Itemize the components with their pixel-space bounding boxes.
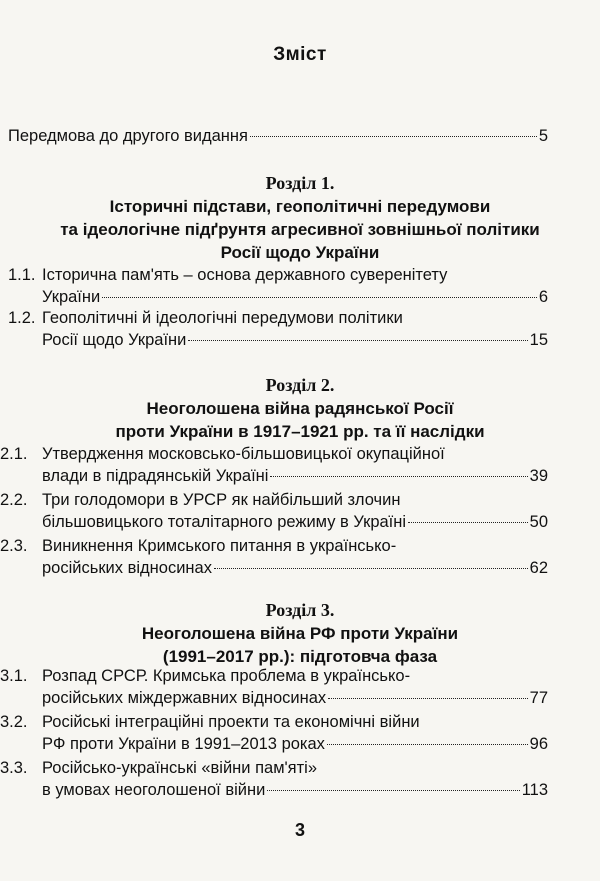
toc-entry-title: Виникнення Кримського питання в українсько- xyxy=(42,537,397,555)
toc-entry-number: 3.2. xyxy=(0,713,28,731)
toc-entry-2-1 xyxy=(42,467,548,486)
section-title-line: Історичні підстави, геополітичні передумови xyxy=(109,197,491,216)
dot-leader xyxy=(327,744,528,745)
toc-page-number: 5 xyxy=(538,127,548,145)
section-title-line: Неоголошена війна радянської Росії xyxy=(146,399,454,418)
section-title-line: та ідеологічне підґрунтя агресивної зовнішньої політики xyxy=(60,220,540,239)
toc-entry-title-cont: України xyxy=(42,288,101,306)
toc-page-number: 113 xyxy=(521,781,548,799)
toc-entry-number: 3.1. xyxy=(0,667,28,685)
toc-entry-number: 2.1. xyxy=(0,445,28,463)
toc-entry-title: Три голодомори в УРСР як найбільший злочин xyxy=(42,491,401,509)
toc-entry-title-cont: російських відносинах xyxy=(42,559,212,577)
dot-leader xyxy=(270,476,527,477)
dot-leader xyxy=(214,568,528,569)
toc-entry-2-3 xyxy=(42,559,548,578)
toc-page-number: 96 xyxy=(529,735,548,753)
toc-entry-title: Геополітичні й ідеологічні передумови політики xyxy=(42,309,403,327)
dot-leader xyxy=(188,340,527,341)
toc-entry-number: 2.2. xyxy=(0,491,28,509)
toc-page-number: 50 xyxy=(529,513,548,531)
toc-entry-title-cont: влади в підрадянській Україні xyxy=(42,467,269,485)
toc-entry-3-1 xyxy=(42,689,548,708)
toc-entry-title: Історична пам'ять – основа державного суверенітету xyxy=(42,266,448,284)
toc-entry-2-2 xyxy=(42,513,548,532)
toc-entry-number: 3.3. xyxy=(0,759,28,777)
toc-entry-1-2 xyxy=(42,331,548,350)
toc-entry-number: 1.1. xyxy=(8,266,36,284)
section-label: Розділ 2. xyxy=(265,375,335,395)
section-1-heading xyxy=(0,172,600,264)
toc-entry-title: Російські інтеграційні проекти та економічні війни xyxy=(42,713,420,731)
section-title-line: (1991–2017 рр.): підготовча фаза xyxy=(162,647,438,666)
page-title: Зміст xyxy=(273,44,327,65)
dot-leader xyxy=(328,698,528,699)
toc-page-number: 39 xyxy=(529,467,548,485)
toc-entry-title: Утвердження московсько-більшовицької окупаційної xyxy=(42,445,445,463)
section-2-heading xyxy=(0,374,600,443)
dot-leader xyxy=(408,522,528,523)
section-3-heading xyxy=(0,599,600,668)
toc-entry-title-cont: в умовах неоголошеної війни xyxy=(42,781,266,799)
toc-entry-1-1 xyxy=(42,288,548,307)
toc-entry-title-cont: більшовицького тоталітарного режиму в Україні xyxy=(42,513,407,531)
section-title-line: проти України в 1917–1921 рр. та її наслідки xyxy=(115,422,485,441)
toc-page-number: 15 xyxy=(529,331,548,349)
toc-entry-title-cont: російських міждержавних відносинах xyxy=(42,689,327,707)
toc-page-number: 6 xyxy=(538,288,548,306)
toc-page-number: 77 xyxy=(529,689,548,707)
dot-leader xyxy=(102,297,537,298)
toc-entry-title-cont: Росії щодо України xyxy=(42,331,187,349)
toc-entry-preface xyxy=(8,127,548,146)
section-label: Розділ 3. xyxy=(265,600,335,620)
toc-entry-title: Передмова до другого видання xyxy=(8,127,248,145)
page-number: 3 xyxy=(294,820,305,840)
section-title-line: Неоголошена війна РФ проти України xyxy=(141,624,459,643)
toc-entry-number: 2.3. xyxy=(0,537,28,555)
toc-entry-title: Розпад СРСР. Кримська проблема в українсько- xyxy=(42,667,411,685)
toc-entry-3-2 xyxy=(42,735,548,754)
toc-page-number: 62 xyxy=(529,559,548,577)
toc-entry-3-3 xyxy=(42,781,548,800)
dot-leader xyxy=(267,790,519,791)
toc-entry-title: Російсько-українські «війни пам'яті» xyxy=(42,759,318,777)
section-label: Розділ 1. xyxy=(265,173,335,193)
dot-leader xyxy=(250,136,537,137)
toc-entry-number: 1.2. xyxy=(8,309,36,327)
section-title-line: Росії щодо України xyxy=(220,243,380,262)
toc-entry-title-cont: РФ проти України в 1991–2013 роках xyxy=(42,735,325,753)
